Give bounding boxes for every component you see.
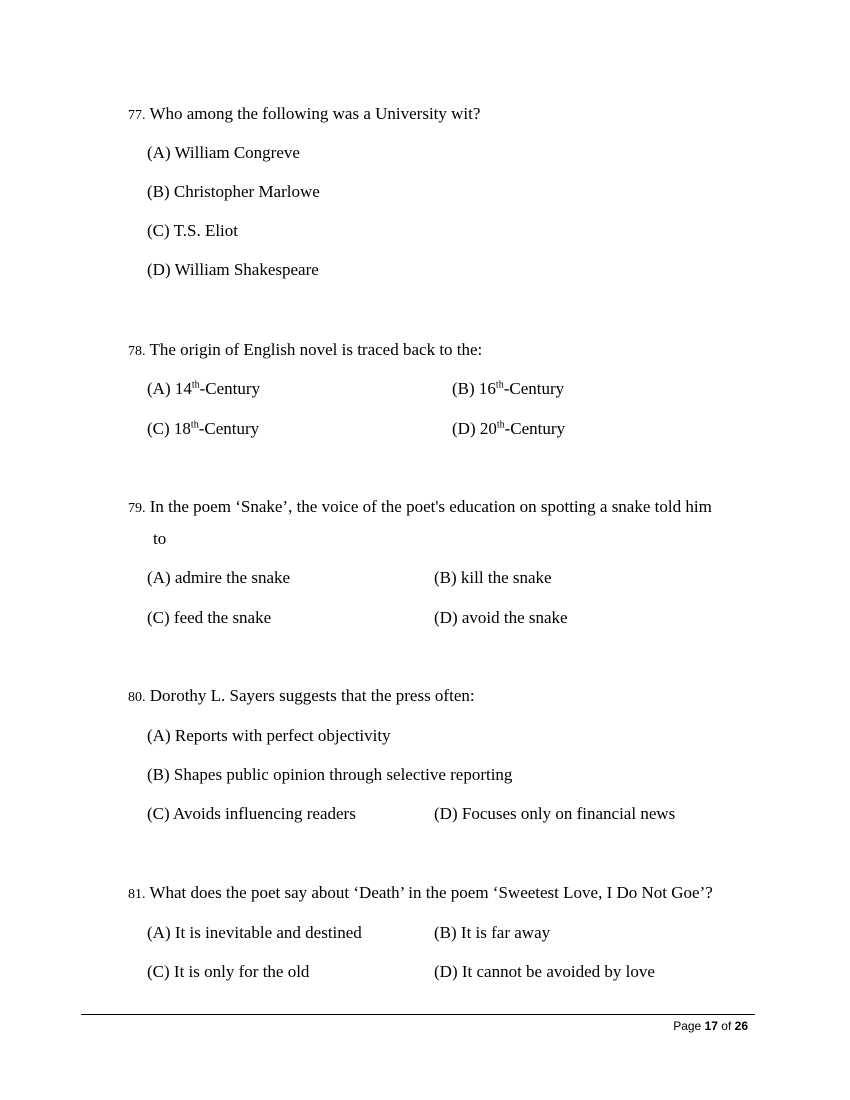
option-77-a: (A) William Congreve xyxy=(147,143,300,162)
page-word: Page xyxy=(673,1019,702,1033)
option-80-d: (D) Focuses only on financial news xyxy=(434,804,676,823)
option-81-b: (B) It is far away xyxy=(434,923,551,942)
total-pages-number: 26 xyxy=(734,1019,748,1033)
option-78-d: (D) 20th-Century xyxy=(452,419,566,438)
option-78-a: (A) 14th-Century xyxy=(147,379,261,398)
question-number: 79. xyxy=(128,501,146,516)
question-stem xyxy=(128,340,482,362)
option-80-a: (A) Reports with perfect objectivity xyxy=(147,726,391,745)
question-text: Dorothy L. Sayers suggests that the press often: xyxy=(149,686,475,705)
option-79-c: (C) feed the snake xyxy=(147,608,272,627)
question-text-continued: to xyxy=(153,529,167,548)
option-79-a: (A) admire the snake xyxy=(147,568,291,587)
option-79-b: (B) kill the snake xyxy=(434,568,552,587)
question-stem xyxy=(128,497,712,519)
of-word: of xyxy=(721,1019,732,1033)
option-81-a: (A) It is inevitable and destined xyxy=(147,923,362,942)
option-78-b: (B) 16th-Century xyxy=(452,379,565,398)
question-number: 81. xyxy=(128,887,146,902)
option-78-c: (C) 18th-Century xyxy=(147,419,260,438)
question-stem xyxy=(128,883,713,905)
option-80-b: (B) Shapes public opinion through selective reporting xyxy=(147,765,513,784)
footer-divider xyxy=(81,1014,755,1015)
question-text: Who among the following was a University wit? xyxy=(149,104,481,123)
option-77-b: (B) Christopher Marlowe xyxy=(147,182,320,201)
question-text: In the poem ‘Snake’, the voice of the poet's education on spotting a snake told him xyxy=(149,497,712,516)
current-page-number: 17 xyxy=(704,1019,718,1033)
option-81-d: (D) It cannot be avoided by love xyxy=(434,962,655,981)
question-text: The origin of English novel is traced back to the: xyxy=(149,340,483,359)
question-stem xyxy=(128,104,480,126)
question-number: 77. xyxy=(128,108,146,123)
option-79-d: (D) avoid the snake xyxy=(434,608,568,627)
option-77-c: (C) T.S. Eliot xyxy=(147,221,239,240)
option-77-d: (D) William Shakespeare xyxy=(147,260,319,279)
question-text: What does the poet say about ‘Death’ in the poem ‘Sweetest Love, I Do Not Goe’? xyxy=(149,883,713,902)
option-80-c: (C) Avoids influencing readers xyxy=(147,804,356,823)
question-stem xyxy=(128,686,475,708)
question-number: 80. xyxy=(128,690,146,705)
page-footer xyxy=(673,1019,748,1033)
option-81-c: (C) It is only for the old xyxy=(147,962,310,981)
question-number: 78. xyxy=(128,344,146,359)
